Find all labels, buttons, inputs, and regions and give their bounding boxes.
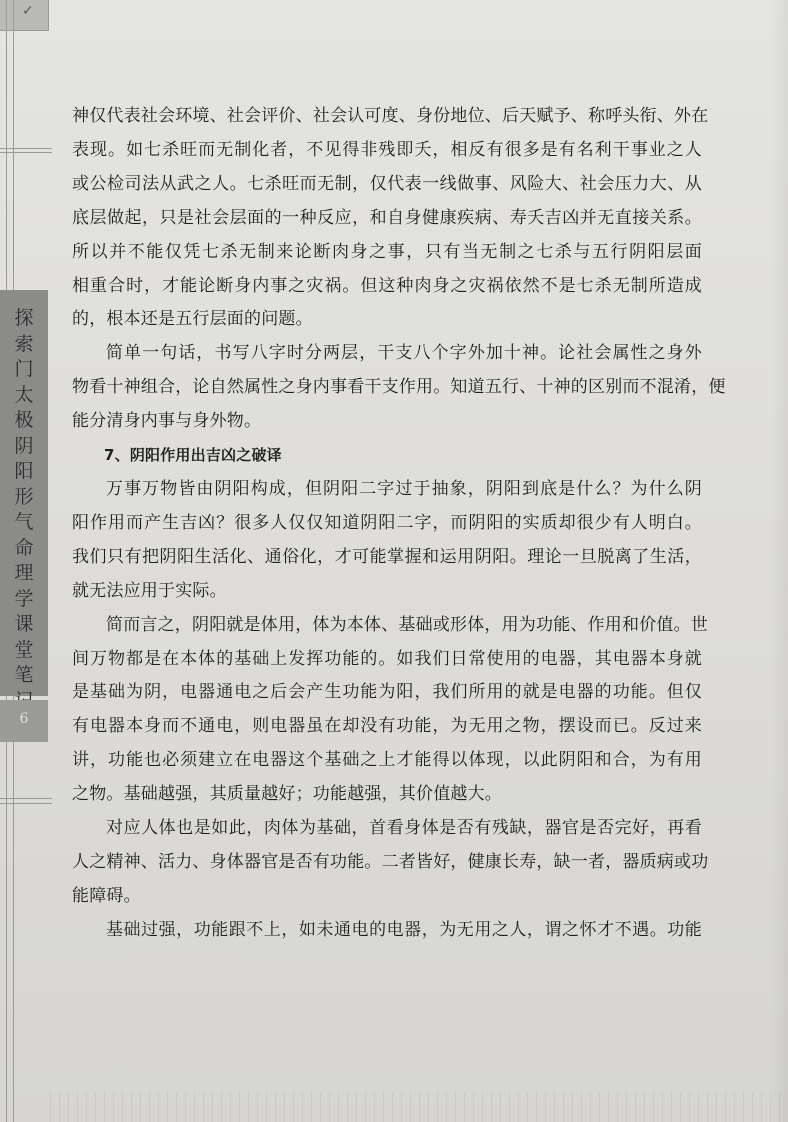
margin-divider bbox=[0, 803, 52, 804]
title-char: 命 bbox=[14, 536, 34, 559]
margin-divider bbox=[0, 148, 52, 149]
margin-divider bbox=[0, 152, 52, 153]
title-char: 学 bbox=[14, 587, 34, 610]
text-line: 有电器本身而不通电，则电器虽在却没有功能，为无用之物，摆设而已。反过来 bbox=[72, 716, 702, 737]
text-line: 能分清身内事与身外物。 bbox=[72, 411, 262, 432]
check-mark-icon: ✓ bbox=[22, 3, 34, 19]
text-line: 神仅代表社会环境、社会评价、社会认可度、身份地位、后天赋予、称呼头衔、外在 bbox=[72, 106, 709, 126]
text-line: 物看十神组合，论自然属性之身内事看干支作用。知道五行、十神的区别而不混淆，便 bbox=[72, 377, 726, 398]
title-char: 形 bbox=[14, 485, 34, 508]
page-edge-shadow bbox=[770, 0, 788, 1122]
title-char: 阴 bbox=[14, 434, 34, 457]
text-line: 我们只有把阴阳生活化、通俗化，才可能掌握和运用阴阳。理论一旦脱离了生活， bbox=[72, 546, 702, 567]
margin-divider bbox=[0, 798, 52, 799]
title-char: 课 bbox=[14, 613, 34, 635]
text-line: 万事万物皆由阴阳构成，但阴阳二字过于抽象，阴阳到底是什么？为什么阴 bbox=[106, 478, 702, 499]
text-line: 讲，功能也必须建立在电器这个基础之上才能得以体现，以此阴阳和合，为有用 bbox=[72, 750, 702, 771]
title-char: 太 bbox=[14, 383, 34, 406]
title-char: 堂 bbox=[14, 638, 34, 661]
page-number: 6 bbox=[19, 711, 29, 727]
text-line: 能障碍。 bbox=[72, 885, 141, 906]
text-line: 对应人体也是如此，肉体为基础，首看身体是否有残缺，器官是否完好，再看 bbox=[106, 818, 702, 839]
text-line: 的，根本还是五行层面的问题。 bbox=[72, 309, 313, 330]
text-line: 阳作用而产生吉凶？很多人仅仅知道阴阳二字，而阴阳的实质却很少有人明白。 bbox=[72, 512, 702, 533]
text-line: 底层做起，只是社会层面的一种反应，和自身健康疾病、寿夭吉凶并无直接关系。 bbox=[72, 207, 702, 228]
text-line: 表现。如七杀旺而无制化者，不见得非残即夭，相反有很多是有名利干事业之人 bbox=[72, 139, 702, 160]
top-corner-tab bbox=[0, 0, 49, 31]
text-line: 或公检司法从武之人。七杀旺而无制，仅代表一线做事、风险大、社会压力大、从 bbox=[72, 173, 702, 194]
title-char: 气 bbox=[14, 511, 34, 533]
book-title-vertical bbox=[0, 306, 48, 714]
text-line: 人之精神、活力、身体器官是否有功能。二者皆好，健康长寿，缺一者，器质病或功 bbox=[72, 851, 709, 872]
title-char: 理 bbox=[14, 562, 34, 584]
text-line: 是基础为阴，电器通电之后会产生功能为阳，我们所用的就是电器的功能。但仅 bbox=[72, 682, 702, 703]
text-line: 相重合时，才能论断身内事之灾祸。但这种肉身之灾祸依然不是七杀无制所造成 bbox=[72, 275, 702, 296]
text-line: 简单一句话，书写八字时分两层，干支八个字外加十神。论社会属性之身外 bbox=[106, 343, 702, 364]
body-text bbox=[72, 100, 726, 948]
title-char: 门 bbox=[14, 358, 34, 380]
title-char: 探 bbox=[14, 307, 34, 329]
text-line: 之物。基础越强，其质量越好；功能越强，其价值越大。 bbox=[72, 784, 502, 805]
text-line: 基础过强，功能跟不上，如未通电的电器，为无用之人，谓之怀才不遇。功能 bbox=[106, 919, 702, 940]
section-heading: 7、阴阳作用出吉凶之破译 bbox=[104, 446, 282, 465]
text-line: 所以并不能仅凭七杀无制来论断肉身之事，只有当无制之七杀与五行阴阳层面 bbox=[72, 241, 702, 262]
text-line: 间万物都是在本体的基础上发挥功能的。如我们日常使用的电器，其电器本身就 bbox=[72, 648, 702, 669]
text-line: 就无法应用于实际。 bbox=[72, 580, 227, 601]
title-char: 索 bbox=[14, 332, 34, 355]
title-char: 阳 bbox=[14, 460, 34, 482]
title-char: 笔 bbox=[14, 664, 34, 686]
text-line: 简而言之，阴阳就是体用，体为本体、基础或形体，用为功能、作用和价值。世 bbox=[106, 614, 708, 635]
page-bottom-texture bbox=[50, 1092, 788, 1122]
title-char: 极 bbox=[14, 409, 34, 431]
